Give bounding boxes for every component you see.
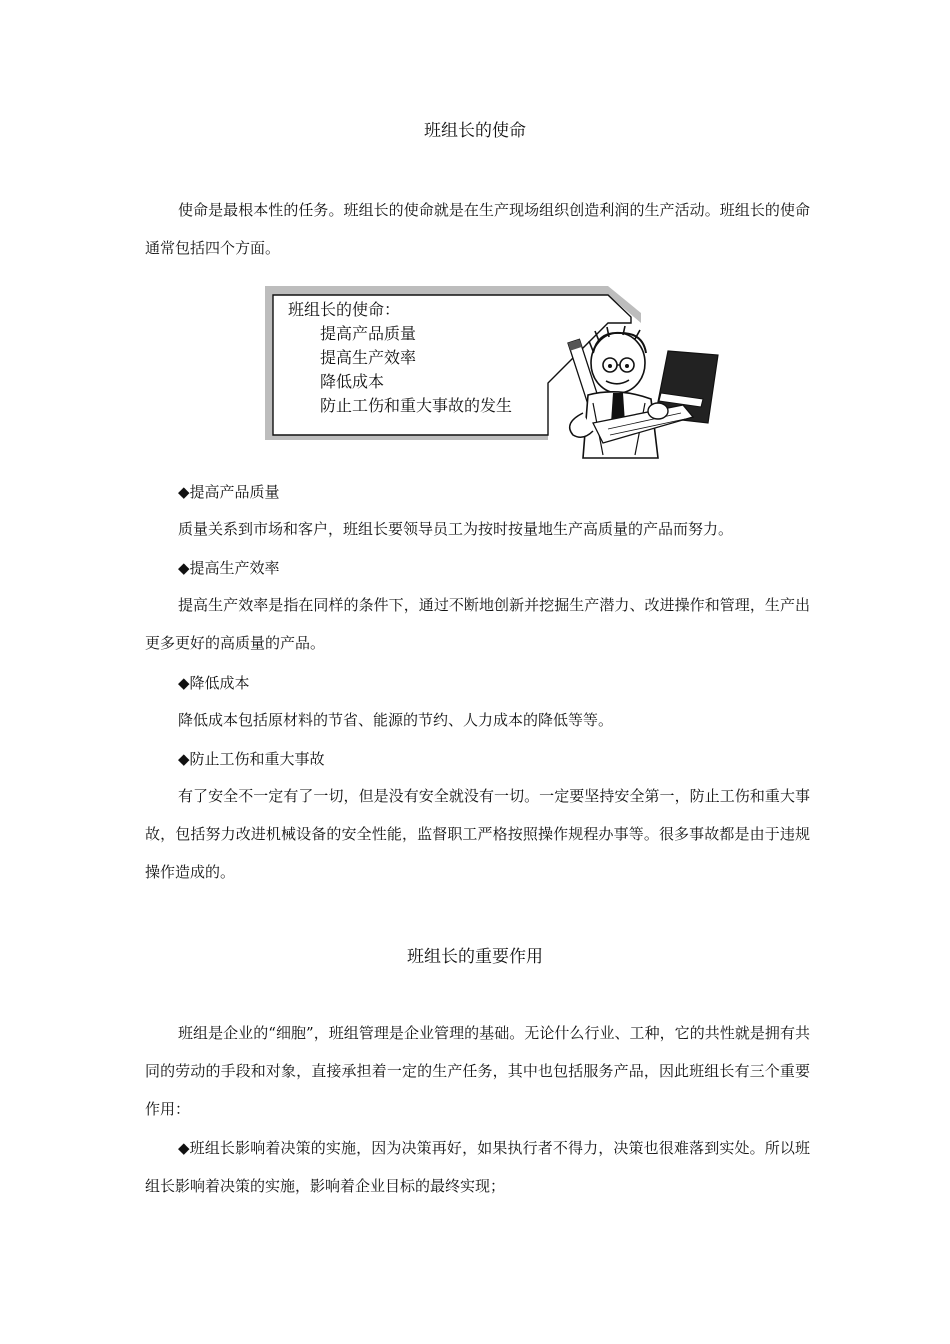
section-title-role: 班组长的重要作用 [407,947,543,967]
mission-intro-paragraph: 使命是最根本性的任务。班组长的使命就是在生产现场组织创造利润的生产活动。班组长的使命通常包括四个方面。 [145,201,810,257]
role-intro-paragraph: 班组是企业的“细胞”，班组管理是企业管理的基础。无论什么行业、工种，它的共性就是拥有共同的劳动的手段和对象，直接承担着一定的生产任务，其中也包括服务产品，因此班组长有三个重要作用： [145,1024,810,1118]
point-heading-efficiency: ◆提高生产效率 [178,559,280,577]
callout-item: 提高生产效率 [320,348,417,367]
callout-heading: 班组长的使命： [288,300,401,319]
point-body-cost: 降低成本包括原材料的节省、能源的节约、人力成本的降低等等。 [178,711,614,729]
callout-item: 提高产品质量 [320,324,417,343]
callout-item: 防止工伤和重大事故的发生 [320,396,513,415]
role-item-1: ◆班组长影响着决策的实施，因为决策再好，如果执行者不得力，决策也很难落到实处。所以班组长影响着决策的实施，影响着企业目标的最终实现； [145,1139,810,1195]
point-heading-quality: ◆提高产品质量 [178,483,280,501]
point-body-efficiency: 提高生产效率是指在同样的条件下，通过不断地创新并挖掘生产潜力、改进操作和管理，生产出更多更好的高质量的产品。 [145,596,810,652]
point-heading-cost: ◆降低成本 [178,674,250,692]
section-title-mission: 班组长的使命 [424,121,526,141]
point-body-safety: 有了安全不一定有了一切，但是没有安全就没有一切。一定要坚持安全第一，防止工伤和重大事故，包括努力改进机械设备的安全性能，监督职工严格按照操作规程办事等。很多事故都是由于违规操作造成的。 [145,787,810,881]
point-heading-safety: ◆防止工伤和重大事故 [178,750,325,768]
point-body-quality: 质量关系到市场和客户，班组长要领导员工为按时按量地生产高质量的产品而努力。 [178,520,734,538]
callout-text [288,298,512,418]
callout-item: 降低成本 [320,372,385,391]
